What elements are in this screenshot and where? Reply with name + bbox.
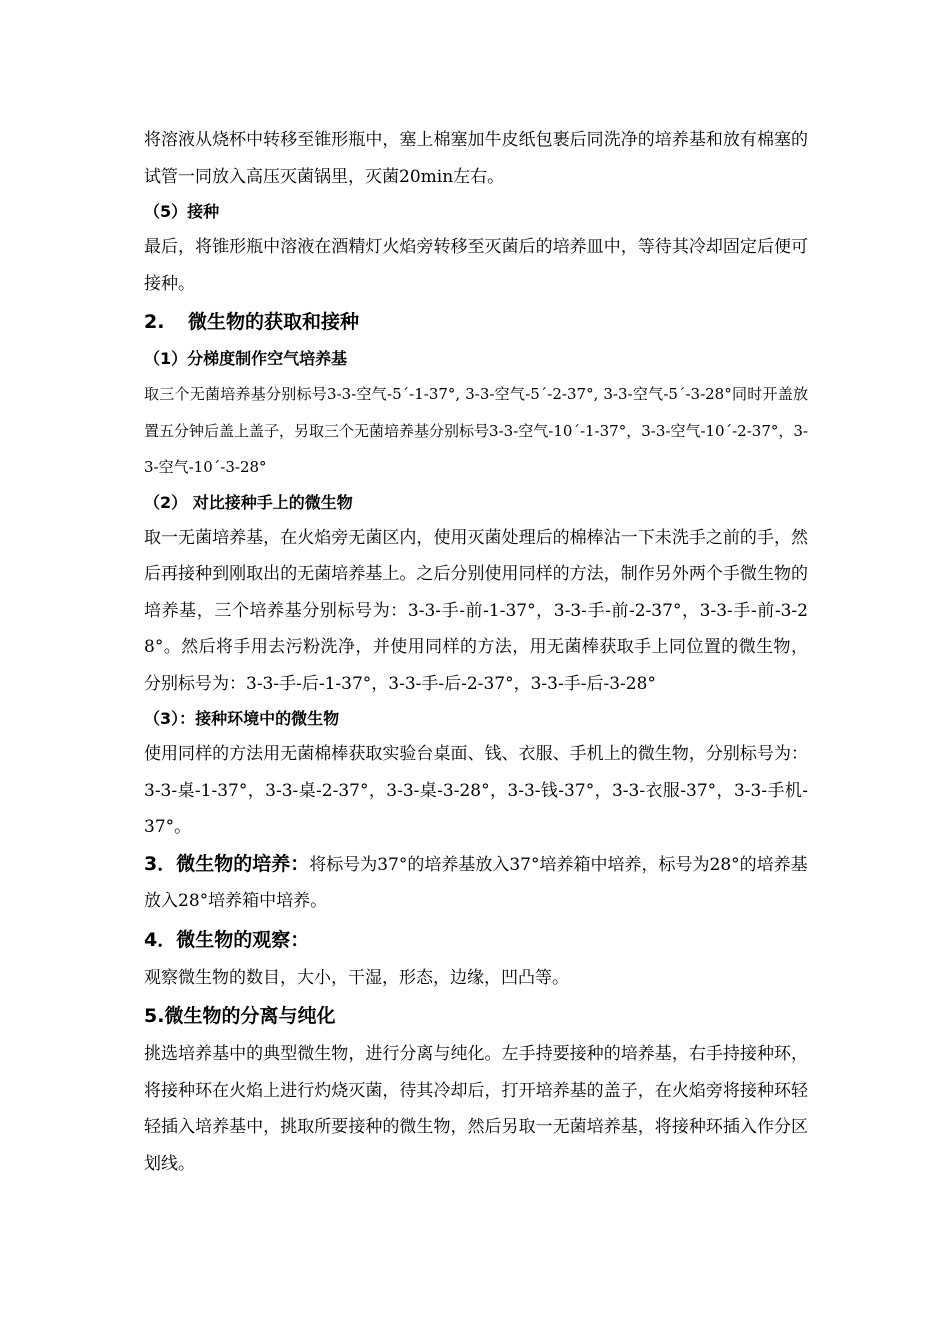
environment-microbes-paragraph: 使用同样的方法用无菌棉棒获取实验台桌面、钱、衣服、手机上的微生物，分别标号为：3-3-桌-1-37°，3-3-桌-2-37°，3-3-桌-3-28°，3-3-钱-37°，3-3-衣服-37°，3-3-手机-37°。 [144, 744, 808, 837]
subheading-environment-microbes: （3）：接种环境中的微生物 [144, 709, 340, 728]
subheading-hand-microbes: （2） 对比接种手上的微生物 [144, 492, 353, 512]
inoculation-paragraph: 最后，将锥形瓶中溶液在酒精灯火焰旁转移至灭菌后的培养皿中，等待其冷却固定后便可接种。 [144, 237, 808, 294]
isolation-paragraph: 挑选培养基中的典型微生物，进行分离与纯化。左手持要接种的培养基，右手持接种环，将接种环在火焰上进行灼烧灭菌，待其冷却后，打开培养基的盖子，在火焰旁将接种环轻轻插入培养基中，挑取所要接种的微生物，然后另取一无菌培养基，将接种环插入作分区划线。 [144, 1044, 808, 1174]
section-title-2: 微生物的获取和接种 [188, 311, 360, 333]
section-3-paragraph [144, 846, 808, 920]
section-heading-5: 5.微生物的分离与纯化 [144, 1005, 336, 1027]
section-title-3: 3．微生物的培养： [144, 852, 310, 875]
sterilization-paragraph: 将溶液从烧杯中转移至锥形瓶中，塞上棉塞加牛皮纸包裹后同洗净的培养基和放有棉塞的试管一同放入高压灭菌锅里，灭菌20min左右。 [144, 130, 808, 187]
section-3-text: 将标号为37°的培养基放入37°培养箱中培养，标号为28°的培养基放入28°培养箱中培养。 [144, 854, 808, 911]
air-media-paragraph: 取三个无菌培养基分别标号3-3-空气-5´-1-37°, 3-3-空气-5´-2-37°, 3-3-空气-5´-3-28°同时开盖放置五分钟后盖上盖子，另取三个无菌培养基分别标号3-3-空气-10´-1-37°，3-3-空气-10´-2-37°，3-3-空气-10´-3-28° [144, 385, 808, 476]
section-heading-4: 4．微生物的观察： [144, 928, 310, 951]
hand-microbes-paragraph: 取一无菌培养基，在火焰旁无菌区内，使用灭菌处理后的棉棒沾一下未洗手之前的手，然后再接种到刚取出的无菌培养基上。之后分别使用同样的方法，制作另外两个手微生物的培养基，三个培养基分别标号为：3-3-手-前-1-37°，3-3-手-前-2-37°，3-3-手-前-3-28°。然后将手用去污粉洗净，并使用同样的方法，用无菌棒获取手上同位置的微生物，分别标号为：3-3-手-后-1-37°，3-3-手-后-2-37°，3-3-手-后-3-28° [144, 527, 808, 694]
section-heading-2 [144, 302, 808, 342]
subheading-air-media: （1）分梯度制作空气培养基 [144, 349, 348, 368]
subheading-inoculation: （5）接种 [144, 202, 220, 221]
document-body [144, 122, 808, 1182]
section-number-2: 2. [144, 311, 165, 333]
observation-paragraph: 观察微生物的数目，大小，干湿，形态，边缘，凹凸等。 [144, 967, 569, 988]
